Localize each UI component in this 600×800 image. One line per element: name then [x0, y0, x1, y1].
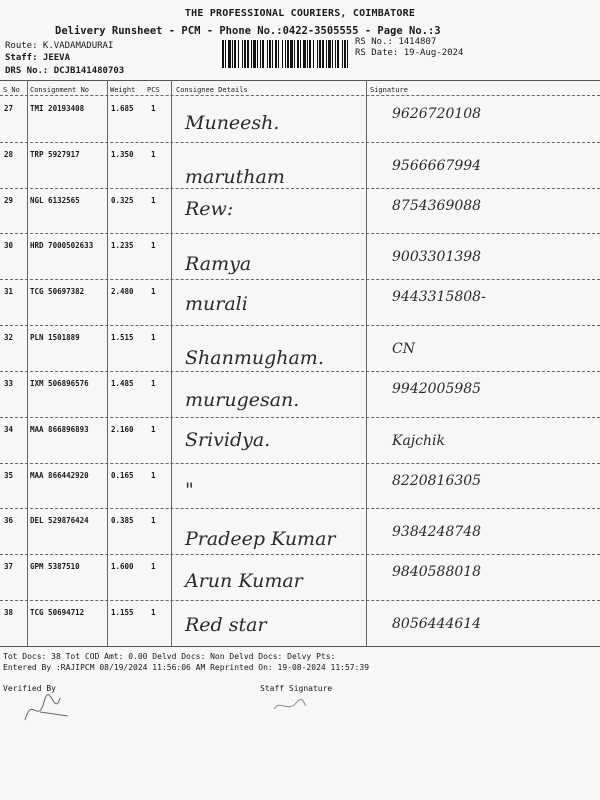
staff-label: Staff: JEEVA [5, 53, 71, 63]
rs-date: RS Date: 19-Aug-2024 [355, 48, 464, 58]
totals-line: Tot Docs: 38 Tot COD Amt: 0.00 Delvd Docs: Non Delvd Docs: Delvy Pts: [3, 652, 336, 661]
row-separator [0, 279, 600, 280]
barcode-bar [222, 40, 224, 68]
row-weight: 0.385 [111, 516, 134, 526]
row-consignee-handwritten: Arun Kumar [185, 570, 303, 593]
verified-by-label: Verified By [3, 684, 56, 693]
barcode-bar [313, 40, 314, 68]
row-weight: 1.235 [111, 241, 134, 251]
row-weight: 2.160 [111, 424, 134, 434]
row-consignee-handwritten: Rew: [185, 197, 234, 220]
runsheet-subtitle: Delivery Runsheet - PCM - Phone No.:0422-3505555 - Page No.:3 [55, 25, 441, 37]
barcode-bar [257, 40, 258, 68]
row-consignment-no: IXM 506896576 [30, 378, 89, 388]
row-weight: 1.600 [111, 562, 134, 572]
staff-signature-scribble [270, 695, 310, 717]
barcode-bar [238, 40, 239, 68]
row-weight: 1.350 [111, 149, 134, 159]
barcode-bar [335, 40, 336, 68]
barcode-bar [267, 40, 268, 68]
row-separator [0, 233, 600, 234]
row-pcs: 1 [151, 149, 156, 159]
row-consignment-no: GPM 5387510 [30, 562, 80, 572]
barcode-bar [303, 40, 306, 68]
barcode-bar [319, 40, 321, 68]
row-consignment-no: TCG 50694712 [30, 608, 85, 618]
barcode-bar [317, 40, 318, 68]
col-divider [171, 80, 172, 646]
row-consignee-handwritten: murali [185, 293, 248, 316]
barcode-bar [225, 40, 226, 68]
barcode-bar [228, 40, 231, 68]
row-pcs: 1 [151, 470, 156, 480]
row-pcs: 1 [151, 333, 156, 343]
row-pcs: 1 [151, 608, 156, 618]
row-separator [0, 188, 600, 189]
row-consignment-no: MAA 866896893 [30, 424, 89, 434]
row-sno: 28 [4, 149, 14, 159]
row-sno: 34 [4, 424, 14, 434]
row-consignee-handwritten: " [185, 478, 194, 501]
row-signature-handwritten: Kajchik [392, 432, 445, 449]
row-pcs: 1 [151, 562, 156, 572]
col-divider [27, 80, 28, 646]
row-pcs: 1 [151, 195, 156, 205]
barcode-bar [232, 40, 233, 68]
col-header-weight: Weight [110, 86, 136, 94]
row-signature-handwritten: 8056444614 [392, 616, 482, 633]
row-pcs: 1 [151, 104, 156, 113]
barcode-bar [244, 40, 246, 68]
row-weight: 2.480 [111, 287, 134, 297]
row-weight: 0.325 [111, 195, 134, 205]
barcode-bar [297, 40, 299, 68]
col-header-consignee: Consignee Details [176, 86, 248, 94]
row-pcs: 1 [151, 516, 156, 526]
rs-number: RS No.: 1414807 [355, 37, 437, 47]
row-separator [0, 463, 600, 464]
row-consignee-handwritten: Pradeep Kumar [185, 528, 336, 551]
barcode-bar [285, 40, 286, 68]
row-consignee-handwritten: Ramya [185, 253, 252, 276]
staff-signature-label: Staff Signature [260, 684, 333, 693]
col-header-consignment: Consignment No [30, 86, 90, 94]
row-weight: 1.485 [111, 378, 134, 388]
row-consignee-handwritten: Shanmugham. [185, 347, 324, 370]
row-consignment-no: TRP 5927917 [30, 149, 80, 159]
row-signature-handwritten: 9003301398 [392, 249, 482, 266]
row-separator [0, 371, 600, 372]
barcode-bar [332, 40, 333, 68]
barcode-bar [242, 40, 243, 68]
barcode-bar [287, 40, 289, 68]
row-weight: 0.165 [111, 470, 134, 480]
verifier-signature-scribble [20, 690, 80, 730]
row-sno: 32 [4, 333, 14, 343]
row-sno: 37 [4, 562, 14, 572]
barcode-bar [260, 40, 261, 68]
row-pcs: 1 [151, 287, 156, 297]
row-signature-handwritten: 9942005985 [392, 380, 482, 397]
barcode-bar [337, 40, 339, 68]
row-consignee-handwritten: marutham [185, 165, 285, 188]
row-signature-handwritten: 9566667994 [392, 157, 482, 174]
row-pcs: 1 [151, 424, 156, 434]
row-signature-handwritten: 8754369088 [392, 197, 482, 214]
table-top-border [0, 80, 600, 81]
barcode-bar [234, 40, 236, 68]
barcode-bar [294, 40, 295, 68]
barcode-bar [328, 40, 331, 68]
row-weight: 1.155 [111, 608, 134, 618]
row-sno: 30 [4, 241, 14, 251]
route-label: Route: K.VADAMADURAI [5, 41, 114, 51]
barcode-bar [344, 40, 346, 68]
row-sno: 36 [4, 516, 14, 526]
barcode-bar [278, 40, 279, 68]
row-weight: 1.685 [111, 104, 134, 113]
row-consignee-handwritten: murugesan. [185, 388, 300, 411]
barcode-bar [347, 40, 348, 68]
row-separator [0, 508, 600, 509]
row-consignment-no: PLN 1501889 [30, 333, 80, 343]
row-separator [0, 600, 600, 601]
row-signature-handwritten: 9384248748 [392, 524, 482, 541]
row-consignee-handwritten: Srividya. [185, 428, 271, 451]
row-separator [0, 417, 600, 418]
header-separator [0, 95, 600, 96]
row-sno: 27 [4, 104, 14, 113]
row-sno: 38 [4, 608, 14, 618]
col-header-pcs: PCS [147, 86, 160, 94]
barcode [222, 40, 348, 68]
col-header-sno: S No [3, 86, 20, 94]
company-title: THE PROFESSIONAL COURIERS, COIMBATORE [184, 8, 416, 19]
barcode-bar [322, 40, 324, 68]
row-separator [0, 142, 600, 143]
barcode-bar [300, 40, 301, 68]
col-divider [107, 80, 108, 646]
row-consignment-no: TCG 50697382 [30, 287, 85, 297]
row-consignee-handwritten: Muneesh. [185, 112, 280, 134]
row-separator [0, 325, 600, 326]
row-consignment-no: DEL 529876424 [30, 516, 89, 526]
row-consignee-handwritten: Red star [185, 614, 267, 637]
drs-number: DRS No.: DCJB141480703 [5, 66, 125, 76]
col-header-signature: Signature [370, 86, 408, 94]
barcode-bar [309, 40, 311, 68]
barcode-bar [326, 40, 327, 68]
row-signature-handwritten: 9840588018 [392, 564, 482, 581]
barcode-bar [251, 40, 252, 68]
row-signature-handwritten: 8220816305 [392, 472, 482, 489]
row-pcs: 1 [151, 378, 156, 388]
barcode-bar [247, 40, 249, 68]
row-consignment-no: MAA 866442920 [30, 470, 89, 480]
row-signature-handwritten: CN [392, 341, 415, 358]
row-signature-handwritten: 9626720108 [392, 106, 482, 122]
barcode-bar [307, 40, 308, 68]
barcode-bar [272, 40, 273, 68]
row-signature-handwritten: 9443315808- [392, 289, 486, 306]
row-weight: 1.515 [111, 333, 134, 343]
row-consignment-no: TMI 20193408 [30, 104, 85, 113]
barcode-bar [275, 40, 277, 68]
row-sno: 31 [4, 287, 14, 297]
barcode-bar [282, 40, 283, 68]
barcode-bar [253, 40, 256, 68]
row-consignment-no: HRD 7000502633 [30, 241, 94, 251]
row-sno: 35 [4, 470, 14, 480]
col-divider [366, 80, 367, 646]
row-sno: 33 [4, 378, 14, 388]
barcode-bar [342, 40, 343, 68]
barcode-bar [262, 40, 264, 68]
table-bottom-border [0, 646, 600, 647]
row-separator [0, 554, 600, 555]
row-sno: 29 [4, 195, 14, 205]
barcode-bar [290, 40, 293, 68]
row-consignment-no: NGL 6132565 [30, 195, 80, 205]
barcode-bar [269, 40, 271, 68]
entered-by-line: Entered By :RAJIPCM 08/19/2024 11:56:06 AM Reprinted On: 19-08-2024 11:57:39 [3, 663, 370, 672]
row-pcs: 1 [151, 241, 156, 251]
